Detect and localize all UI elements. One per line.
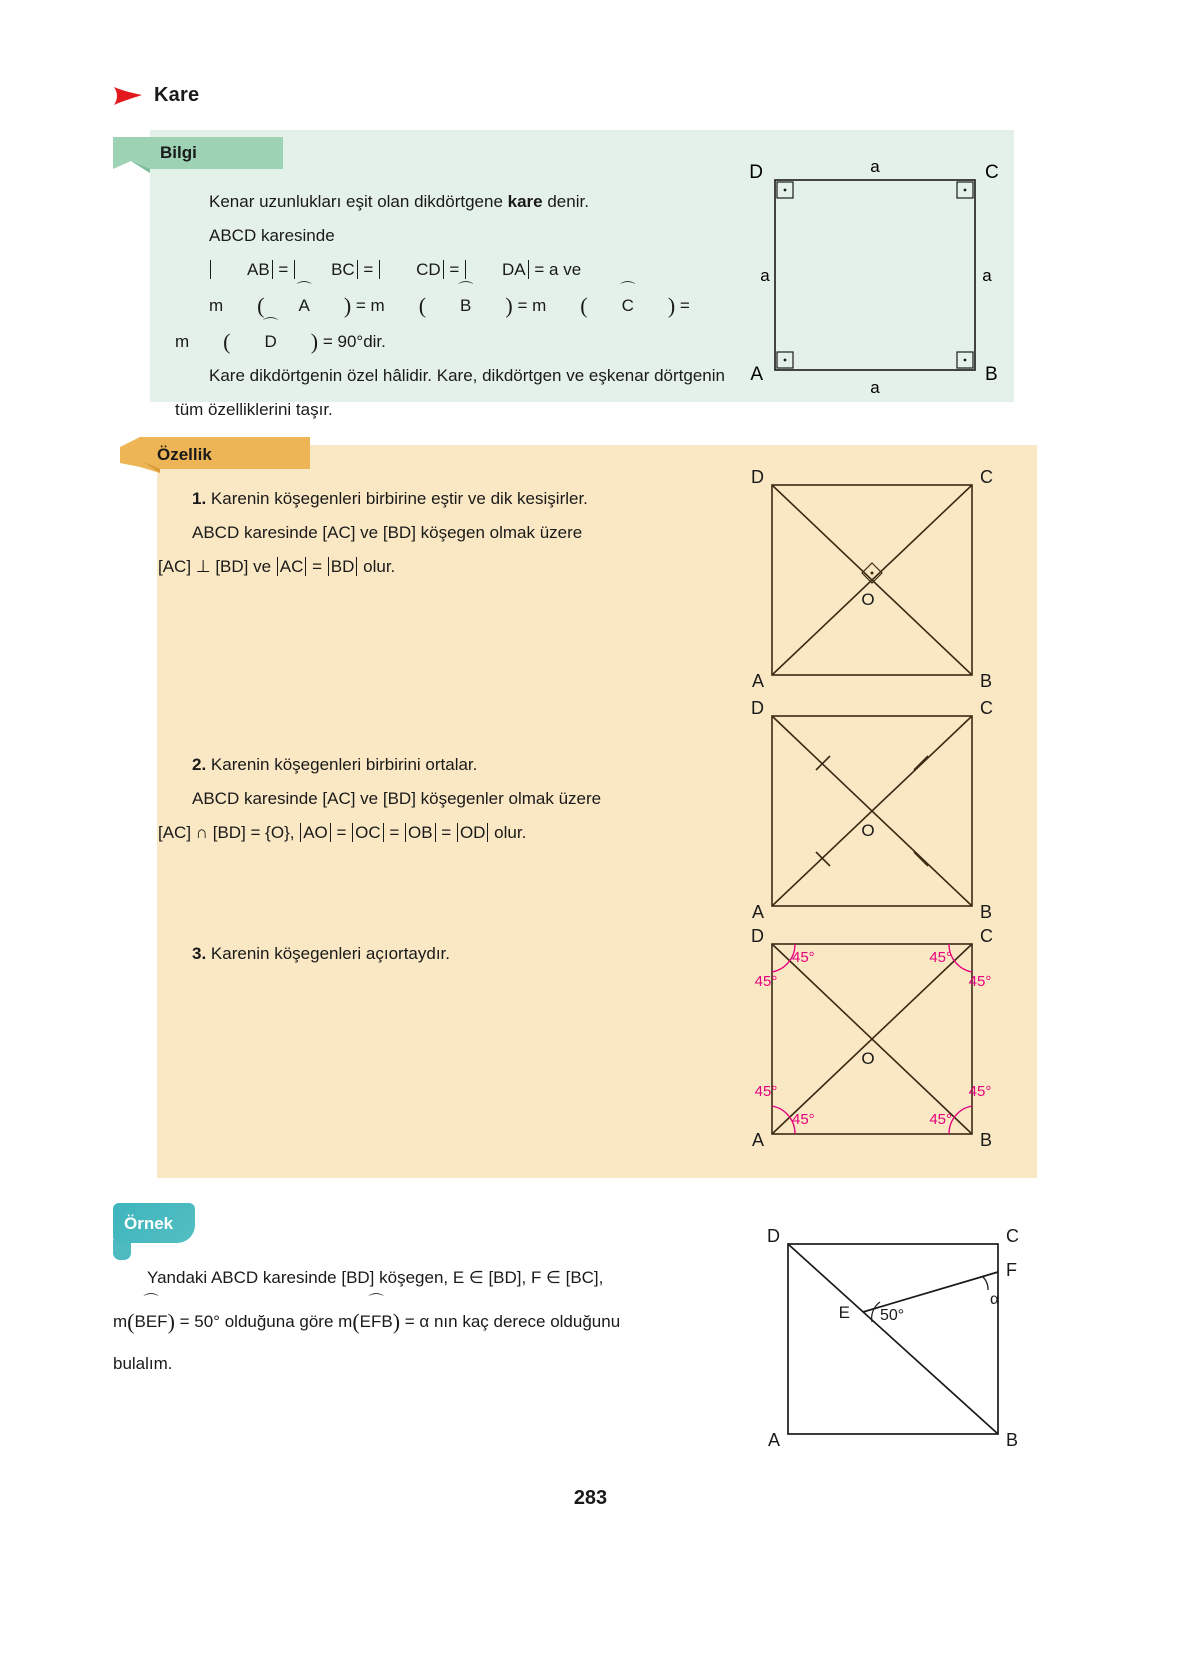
- center-label-o: O: [861, 821, 875, 840]
- vertex-label-b: B: [980, 1130, 993, 1150]
- eq-2c: =: [436, 823, 456, 842]
- ornek-tag-tail: [113, 1240, 131, 1260]
- angle-label-alpha: α: [990, 1291, 1000, 1308]
- vertex-label-a: A: [751, 1130, 764, 1150]
- page-title: Kare: [154, 84, 200, 106]
- abs-bd: BD: [328, 557, 358, 576]
- angle-bef: BEF: [134, 1312, 168, 1331]
- red-arrow-icon: [113, 85, 143, 107]
- m-fn-1: m: [209, 296, 224, 315]
- side-label-right: a: [982, 266, 992, 285]
- angle-label-45-8: 45°: [929, 1111, 952, 1128]
- vertex-label-b: B: [980, 902, 993, 922]
- bilgi-line-1a: Kenar uzunlukları eşit olan dikdörtgene: [209, 192, 508, 211]
- abs-da: DA: [465, 260, 529, 279]
- side-label-top: a: [870, 157, 880, 176]
- property-2-line3-post: olur.: [489, 823, 527, 842]
- abs-ab: AB: [210, 260, 273, 279]
- bilgi-line-1b: denir.: [542, 192, 589, 211]
- vertex-d: D: [264, 332, 277, 351]
- angle-efb: EFB: [359, 1312, 393, 1331]
- vertex-label-c: C: [980, 700, 993, 718]
- ornek-line-1: Yandaki ABCD karesinde [BD] köşegen, E ∈ [BD], F ∈ [BC],: [147, 1268, 604, 1287]
- angle-label-45-2: 45°: [754, 973, 778, 990]
- abs-bc: BC: [294, 260, 358, 279]
- vertex-label-c: C: [980, 928, 993, 946]
- m-fn-4: m: [175, 332, 190, 351]
- ornek-label: Örnek: [124, 1213, 174, 1233]
- vertex-label-b: B: [1006, 1430, 1019, 1450]
- ozellik-ribbon: [120, 437, 310, 473]
- side-label-bottom: a: [870, 378, 880, 397]
- vertex-label-d: D: [751, 928, 764, 946]
- ornek-line-3: bulalım.: [113, 1354, 173, 1373]
- bilgi-line-5: Kare dikdörtgenin özel hâlidir. Kare, dikdörtgen ve eşkenar dörtgenin tüm özelliklerini taşır.: [175, 366, 725, 419]
- property-1-line-3: [158, 550, 703, 584]
- vertex-c: C: [621, 296, 634, 315]
- angle-label-45-4: 45°: [968, 973, 992, 990]
- angle-label-50: 50°: [880, 1307, 905, 1324]
- abs-ob: OB: [405, 823, 436, 842]
- vertex-label-a: A: [751, 902, 764, 922]
- point-label-f: F: [1006, 1260, 1017, 1280]
- property-3-number: 3.: [192, 944, 207, 963]
- vertex-label-c: C: [1006, 1228, 1019, 1246]
- bilgi-line-4-tail: = 90°dir.: [322, 332, 386, 351]
- property-2-line3-pre: [AC] ∩ [BD] = {O},: [158, 823, 300, 842]
- vertex-label-a: A: [750, 364, 763, 385]
- topic-heading: [113, 84, 199, 107]
- ornek-line-2: [113, 1293, 733, 1343]
- abs-ao: AO: [300, 823, 331, 842]
- angle-bef-measure: m( ⌒ BEF): [113, 1293, 175, 1334]
- property-2-line-1: [158, 748, 703, 782]
- property-2-line-2: ABCD karesinde [AC] ve [BD] köşegenler olmak üzere: [192, 789, 602, 808]
- property-1-text: [158, 482, 703, 584]
- abs-ac: AC: [277, 557, 307, 576]
- m-fn-bef: m: [113, 1312, 128, 1331]
- example-square-figure: [750, 1228, 1025, 1453]
- angle-label-45-1: 45°: [792, 949, 815, 966]
- square-perpendicular-diagonals-figure: [740, 465, 1000, 695]
- ozellik-label: Özellik: [157, 444, 212, 464]
- bilgi-body: [175, 185, 735, 427]
- vertex-b: B: [460, 296, 472, 315]
- property-2-number: 2.: [192, 755, 207, 774]
- center-label-o: O: [861, 590, 875, 609]
- center-label-o: O: [861, 1049, 875, 1068]
- bilgi-line-1-bold: kare: [507, 192, 543, 211]
- property-2-line-1-text: Karenin köşegenleri birbirini ortalar.: [206, 755, 478, 774]
- angle-a-measure: m ( ⌒ A ): [209, 281, 352, 318]
- property-3-text: [158, 937, 703, 971]
- eq-2b: =: [384, 823, 405, 842]
- m-fn-efb: m: [338, 1312, 353, 1331]
- property-1-number: 1.: [192, 489, 207, 508]
- square-diagonal-angles-figure: [740, 928, 1005, 1158]
- ornek-line-2-mid: = 50° olduğuna göre: [179, 1312, 339, 1331]
- square-bisecting-diagonals-figure: [740, 700, 1000, 925]
- property-1-line3-post: olur.: [358, 557, 396, 576]
- vertex-label-d: D: [751, 467, 764, 487]
- property-1-line-2: ABCD karesinde [AC] ve [BD] köşegen olmak üzere: [192, 523, 583, 542]
- m-fn-2: m: [370, 296, 385, 315]
- angle-label-45-5: 45°: [754, 1083, 778, 1100]
- vertex-a: A: [298, 296, 310, 315]
- vertex-label-a: A: [751, 671, 764, 691]
- vertex-label-c: C: [980, 467, 993, 487]
- angle-label-45-3: 45°: [929, 949, 952, 966]
- property-2-text: [158, 748, 703, 850]
- angle-b-measure: m ( ⌒ B ): [370, 281, 513, 318]
- eq-1: =: [307, 557, 327, 576]
- page-number: 283: [573, 1487, 608, 1509]
- vertex-label-d: D: [751, 700, 764, 718]
- bilgi-line-2: ABCD karesinde: [209, 226, 335, 245]
- ornek-line-2-tail: = α nın kaç derece olduğunu: [404, 1312, 621, 1331]
- vertex-label-b: B: [980, 671, 993, 691]
- eq-2a: =: [331, 823, 352, 842]
- m-fn-3: m: [532, 296, 547, 315]
- property-1-line-1: [158, 482, 703, 516]
- bilgi-line-1: [175, 185, 735, 219]
- bilgi-ribbon: [113, 135, 283, 173]
- bilgi-line-4: m ( ⌒ A ) = m ( ⌒ B ) = m ( ⌒ C ) = m ( ⌒ D ) = 90°dir.: [175, 281, 690, 354]
- bilgi-line-3: AB = BC = CD = DA = a ve: [175, 253, 735, 287]
- vertex-label-a: A: [767, 1430, 780, 1450]
- angle-d-measure: m ( ⌒ D ): [175, 317, 319, 354]
- property-3-line-1: [158, 937, 703, 971]
- property-1-line3-pre: [AC] ⊥ [BD] ve: [158, 557, 276, 576]
- vertex-label-d: D: [749, 162, 763, 183]
- bilgi-label: Bilgi: [160, 142, 197, 162]
- point-label-e: E: [838, 1303, 850, 1322]
- abs-od: OD: [457, 823, 489, 842]
- abs-oc: OC: [352, 823, 384, 842]
- vertex-label-d: D: [767, 1228, 780, 1246]
- angle-label-45-6: 45°: [792, 1111, 815, 1128]
- property-3-line-1-text: Karenin köşegenleri açıortaydır.: [206, 944, 450, 963]
- abs-cd: CD: [379, 260, 444, 279]
- square-abcd-side-a-figure: [735, 150, 1015, 400]
- bilgi-line-3-tail: = a ve: [534, 260, 582, 279]
- angle-c-measure: m ( ⌒ C ): [532, 281, 676, 318]
- property-2-line-3: [158, 816, 703, 850]
- vertex-label-c: C: [985, 162, 999, 183]
- angle-efb-measure: m( ⌒ EFB): [338, 1293, 401, 1334]
- angle-label-45-7: 45°: [968, 1083, 992, 1100]
- side-label-left: a: [760, 266, 770, 285]
- property-1-line-1-text: Karenin köşegenleri birbirine eştir ve dik kesişirler.: [206, 489, 588, 508]
- vertex-label-b: B: [985, 364, 998, 385]
- ornek-body: [113, 1257, 733, 1385]
